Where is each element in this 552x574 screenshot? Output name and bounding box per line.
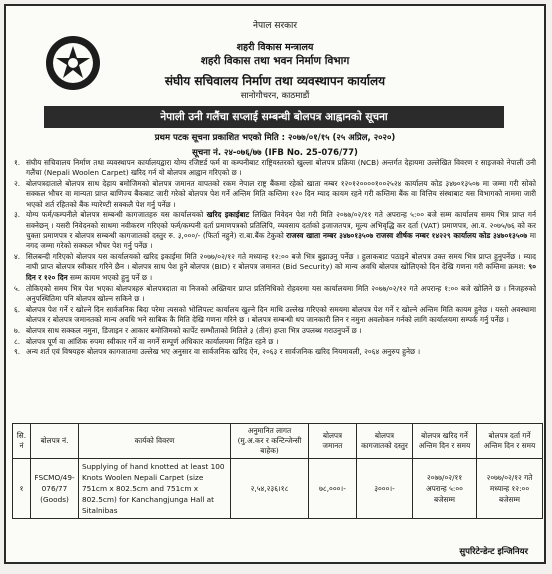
clause-item	[14, 347, 536, 357]
cell-purchase-deadline: २०७७/०२/११ अपरान्ह ५:०० बजेसम्म	[413, 459, 477, 519]
notice-page	[4, 4, 546, 564]
clause-text: बोलपत्र पूर्ण वा आंशिक रुपमा स्वीकार गर्ने वा नगर्ने सम्पूर्ण अधिकार कार्यालयमा निहित रहने छ ।	[26, 336, 279, 346]
clause-item	[14, 305, 536, 326]
clause-text: बोलपत्रदाताले बोलपत्र साथ देहाय बमोजिमको बोलपत्र जमानत वापतको रकम नेपाल राष्ट्र बैंकमा रहेको खाता नम्बर १२०१२००००१००२५२४ कार्यालय कोड ३४७०१३५०७ मा जम्मा गरी सोको सक्कल भौचर वा मान्यता प्राप्त बाणिज्य बैंकबाट जारी गरेको बोलपत्र पेश गर्ने अन्तिम मिति कम्तिमा १२० दिन म्याद कायम रहने गरी कम्तिमा बैंक वा वित्तिय संस्थाबाट यस विभागको नाममा जारी भएको शर्त रहितको बैंक ग्यारेण्टी सक्कलै पेश गर्नु पर्नेछ ।	[26, 179, 536, 209]
header-line-government: नेपाल सरकार	[252, 21, 298, 31]
clause-number: ३.	[14, 210, 21, 220]
notice-publish-date: प्रथम पटक सूचना प्रकाशित भएको मिति : २०७७/०१/१५ (२५ अप्रिल, २०२०)	[154, 133, 396, 143]
column-header: बोलपत्र जमानत	[309, 424, 357, 459]
clause-text: बोलपत्र साथ सक्कल नमुना, डिजाइन र आकार बमोजिमको कार्पेट सम्भौताको मितिले ३ (तीन) हप्ता भित्र उपलब्ध गराउनुपर्ने छ ।	[26, 325, 362, 335]
cell-bid-number: FSCMO/49-076/77 (Goods)	[31, 459, 79, 519]
clause-item	[14, 158, 536, 179]
header-line-address: सानोगौचरन, काठमाडौं	[240, 91, 310, 101]
clause-text: संघीय सचिवालय निर्माण तथा व्यवस्थापन कार्यालयद्वारा योग्य रजिष्टर्ड फर्म वा कम्पनीबाट राष्ट्रियस्तरको खुल्ला बोलपत्र प्रक्रिया (NCB) अन्तर्गत देहायमा उल्लेखित विवरण र साइजको नेपाली उनी गलैंचा (Nepali Woolen Carpet) खरिद गर्न यो बोलपत्र आह्वान गरिएको छ ।	[26, 158, 536, 178]
column-header: बोलपत्र कागजातको दस्तुर	[357, 424, 413, 459]
clause-number: ५.	[14, 283, 21, 293]
table-row	[13, 459, 543, 519]
bid-items-table	[12, 423, 543, 519]
column-header: सि. नं	[13, 424, 31, 459]
cell-description: Supplying of hand knotted at least 100 Knots Woolen Nepali Carpet (size 751cm x 802.5cm and 751cm x 802.5cm) for Kanchangjunga Hall at Sitalnibas	[79, 459, 231, 519]
clause-text: बोलपत्र पेश गर्ने र खोल्ने दिन सार्वजनिक बिदा परेमा त्यसको भोलिपल्ट कार्यालय खुल्ने दिन माथि उल्लेख गरिएको समयमा बोलपत्र पेश गर्ने र खोल्ने अन्तिम मिति कायम हुनेछ । यस्तो अवस्थामा बोलपत्र र बोलपत्र जमानतको मान्य अवधि भने साबिक कै मिति देखि गणना गरिने छ । बोलपत्र सम्बन्धी थप जानकारी लिन र नमुना अवलोकन गर्नको लागि कार्यालयमा सम्पर्क गर्नु पर्नेछ ।	[26, 304, 536, 324]
clause-item	[14, 284, 536, 305]
signature-title: सुपरिटेन्डेन्ट इन्जिनियर	[459, 547, 528, 557]
clause-text: तोकिएको समय भित्र पेश भएका बोलपत्रहरु बोलपत्रदाता वा निजको अख्तियार प्राप्त प्रतिनिधिको रोहवरमा यस कार्यालयमा मिति २०७७/०२/१२ गते अपरान्ह १:०० बजे खोलिने छ । निजहरुको अनुपस्थितिमा पनि बोलपत्र खोल्न सकिने छ ।	[26, 283, 536, 303]
column-header: अनुमानित लागत (मु.अ.कर र कन्टिन्जेन्सी बाहेक)	[231, 424, 309, 459]
column-header: कार्यको विवरण	[79, 424, 231, 459]
clause-number: ७.	[14, 325, 21, 335]
cell-submission-deadline: २०७७/०२/१२ गते मध्यान्ह १२:०० बजेसम्म	[477, 459, 543, 519]
cell-serial: १	[13, 459, 31, 519]
clause-number: ९.	[14, 347, 21, 357]
clause-item	[14, 326, 536, 336]
header-line-office: संघीय सचिवालय निर्माण तथा व्यवस्थापन कार्यालय	[164, 74, 386, 88]
clause-text: योग्य फर्म/कम्पनीले बोलपत्र सम्बन्धी कागजातहरु यस कार्यालयको खरिद इकाईबाट लिखित निवेदन पेश गरी मिति २०७७/०२/११ गते अपरान्ह ५:०० बजे सम्म कार्यालय समय भित्र प्राप्त गर्न सक्नेछन् । यसरी निवेदनको साथमा नवीकरण गरिएको फर्म/कम्पनी दर्ता प्रमाणपत्रको प्रतिलिपि, व्यवसाय दर्ताको इजाजतपत्र, मूल्य अभिवृद्धि कर दर्ता (VAT) प्रमाणपत्र, आ.व. २०७५/७६ को कर चुक्ता प्रमाणपत्र र बोलपत्र सम्बन्धी कागजातको दस्तुर रु. ३,०००/- (फिर्ता नहुने) रा.बा.बैंक टेकुको राजस्व खाता नम्बर ३४७०१३५०७ राजस्व शीर्षक नम्बर १४२२९ कार्यालय कोड ३४७०१३५०७ मा नगद जम्मा गरेको सक्कल भौचर पेश गर्नु पर्नेछ ।	[26, 210, 536, 251]
cell-document-fee: ३०००।-	[357, 459, 413, 519]
notice-clauses	[14, 158, 536, 420]
clause-item	[14, 179, 536, 210]
clause-number: २.	[14, 179, 21, 189]
clause-item	[14, 252, 536, 283]
clause-number: ८.	[14, 336, 21, 346]
notice-number: सूचना नं. २४-०७६/७७ (IFB No. 25-076/77)	[192, 148, 358, 158]
header-line-department: शहरी विकास तथा भवन निर्माण विभाग	[200, 55, 350, 67]
notice-title-banner: नेपाली उनी गलैंचा सप्लाई सम्बन्धी बोलपत्र आह्वानको सूचना	[44, 106, 504, 128]
column-header: बोलपत्र दर्ता गर्ने अन्तिम दिन र समय	[477, 424, 543, 459]
clause-number: ६.	[14, 304, 21, 314]
clause-number: ४.	[14, 252, 21, 262]
clause-number: १.	[14, 158, 21, 167]
clause-item	[14, 337, 536, 347]
cell-estimated-cost: २,५४,२३६।१८	[231, 459, 309, 519]
column-header: बोलपत्र नं.	[31, 424, 79, 459]
clause-text: सिलबन्दी गरिएको बोलपत्र यस कार्यालयको खरिद इकाईमा मिति २०७७/०२/१२ गते मध्यान्ह १२:०० बजे भित्र बुझाउनु पर्नेछ । हुलाकबाट पठाइने बोलपत्र उक्त समय भित्र प्राप्त हुनुपर्नेछ । म्याद नाघी प्राप्त बोलपत्र स्वीकार गरिने छैन । बोलपत्र साथ पेश हुने बोलपत्र (BID) र बोलपत्र जमानत (Bid Security) को मान्य अवधि बोलपत्र खोलिएको दिन देखि गणना गरी कम्तिमा क्रमश: ९० दिन र १२० दिन सम्म कायम भएको हुनु पर्ने छ ।	[26, 252, 536, 282]
clause-text: अन्य शर्त एवं विषयहरु बोलपत्र कागजातमा उल्लेख भए अनुसार वा सार्वजनिक खरिद ऐन, २०६३ र सार्वजनिक खरिद नियमावली, २०६४ अनुरुप हुनेछ ।	[26, 347, 421, 357]
header-line-ministry: शहरी विकास मन्त्रालय	[236, 42, 314, 53]
table-header-row	[13, 424, 543, 459]
cell-bid-security: ७८,०००।-	[309, 459, 357, 519]
clause-item	[14, 210, 536, 251]
column-header: बोलपत्र खरिद गर्ने अन्तिम दिन र समय	[413, 424, 477, 459]
